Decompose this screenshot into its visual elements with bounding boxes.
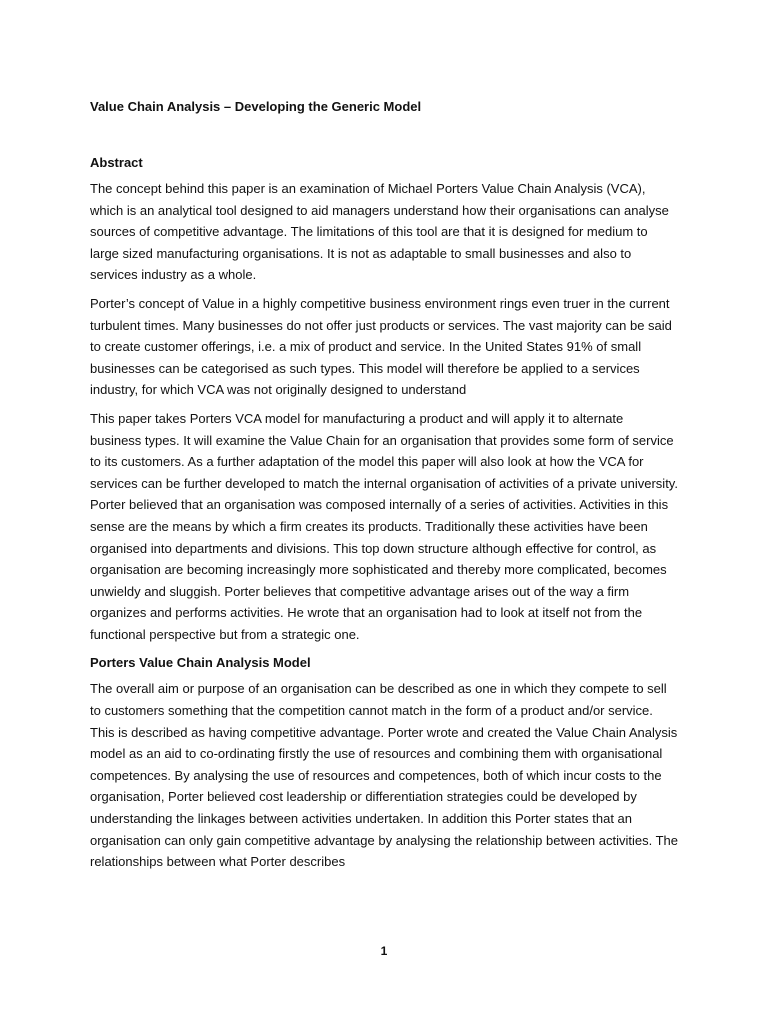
abstract-paragraph-2: Porter’s concept of Value in a highly competitive business environment rings even truer in the current turbulent times. Many businesses do not offer just products or services. The vast majority can be said to create customer offerings, i.e. a mix of product and service. In the United States 91% of small businesses can be categorised as such types. This model will therefore be applied to a services industry, for which VCA was not originally designed to understand xyxy=(90,295,672,398)
abstract-paragraph-3: This paper takes Porters VCA model for manufacturing a product and will apply it to alternate business types. It will examine the Value Chain for an organisation that provides some form of service to its customers. As a further adaptation of the model this paper will also look at how the VCA for services can be further developed to match the internal organisation of activities of a private university. Porter believed that an organisation was composed internally of a series of activities. Activities in this sense are the means by which a firm creates its products. Traditionally these activities have been organised into departments and divisions. This top down structure although effective for control, as organisation are becoming increasingly more sophisticated and thereby more complicated, becomes unwieldy and sluggish. Porter believes that competitive advantage arises out of the way a firm organizes and performs activities. He wrote that an organisation had to look at itself not from the functional perspective but from a strategic one. xyxy=(90,410,678,642)
abstract-paragraph-1: The concept behind this paper is an examination of Michael Porters Value Chain Analysis (VCA), which is an analytical tool designed to aid managers understand how their organisations can analyse sources of competitive advantage. The limitations of this tool are that it is designed for medium to large sized manufacturing organisations. It is not as adaptable to small businesses and also to services industry as a whole. xyxy=(90,181,669,283)
section-paragraph: The overall aim or purpose of an organisation can be described as one in which they compete to sell to customers something that the competition cannot match in the form of a product and/or service. This is described as having competitive advantage. Porter wrote and created the Value Chain Analysis model as an aid to co-ordinating firstly the use of resources and combining them with organisational competences. By analysing the use of resources and competences, both of which incur costs to the organisation, Porter believed cost leadership or differentiation strategies could be developed by understanding the linkages between activities undertaken. In addition this Porter states that an organisation can only gain competitive advantage by analysing the relationship between activities. The relationships between what Porter describes xyxy=(90,681,679,870)
section-heading-vca-model: Porters Value Chain Analysis Model xyxy=(90,655,311,671)
document-title: Value Chain Analysis – Developing the Generic Model xyxy=(90,99,422,114)
page-number: 1 xyxy=(380,944,388,958)
abstract-heading: Abstract xyxy=(90,155,143,170)
document-body xyxy=(90,96,678,880)
